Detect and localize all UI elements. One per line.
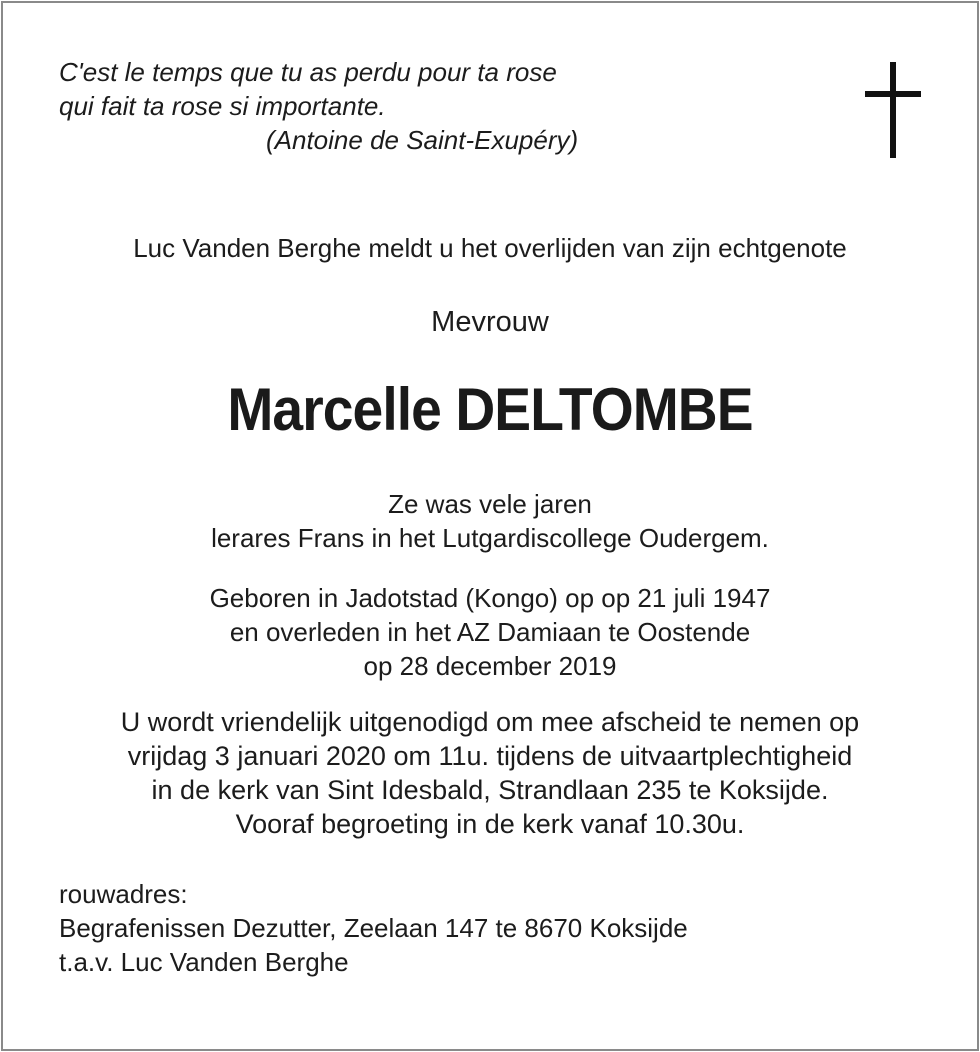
invitation-line-4: Vooraf begroeting in de kerk vanaf 10.30u. bbox=[235, 809, 745, 839]
quote-block bbox=[59, 55, 578, 157]
birth-death-block bbox=[0, 581, 980, 683]
invitation-line-3: in de kerk van Sint Idesbald, Strandlaan 235 te Koksijde. bbox=[151, 775, 829, 805]
quote-line-2: qui fait ta rose si importante. bbox=[59, 91, 386, 121]
birth-line: Geboren in Jadotstad (Kongo) op op 21 juli 1947 bbox=[209, 583, 771, 613]
address-block bbox=[59, 877, 688, 979]
address-line-1: Begrafenissen Dezutter, Zeelaan 147 te 8670 Koksijde bbox=[59, 913, 688, 943]
announcement: Luc Vanden Berghe meldt u het overlijden van zijn echtgenote bbox=[133, 233, 847, 263]
quote-line-1: C'est le temps que tu as perdu pour ta rose bbox=[59, 57, 557, 87]
career-line-1: Ze was vele jaren bbox=[388, 489, 592, 519]
invitation-block bbox=[0, 705, 980, 841]
cross-icon-vertical bbox=[890, 62, 896, 158]
invitation-line-1: U wordt vriendelijk uitgenodigd om mee afscheid te nemen op bbox=[120, 707, 860, 737]
address-label: rouwadres: bbox=[59, 879, 188, 909]
death-date-line: op 28 december 2019 bbox=[363, 651, 617, 681]
cross-icon bbox=[865, 62, 921, 158]
death-place-line: en overleden in het AZ Damiaan te Oostende bbox=[229, 617, 751, 647]
address-line-2: t.a.v. Luc Vanden Berghe bbox=[59, 947, 349, 977]
quote-author: (Antoine de Saint-Exupéry) bbox=[266, 125, 579, 155]
career-line-2: lerares Frans in het Lutgardiscollege Oudergem. bbox=[211, 523, 769, 553]
honorific: Mevrouw bbox=[431, 306, 549, 338]
career-block bbox=[0, 487, 980, 555]
cross-icon-horizontal bbox=[865, 91, 921, 97]
invitation-line-2: vrijdag 3 januari 2020 om 11u. tijdens de uitvaartplechtigheid bbox=[127, 741, 853, 771]
deceased-name: Marcelle DELTOMBE bbox=[227, 376, 753, 443]
